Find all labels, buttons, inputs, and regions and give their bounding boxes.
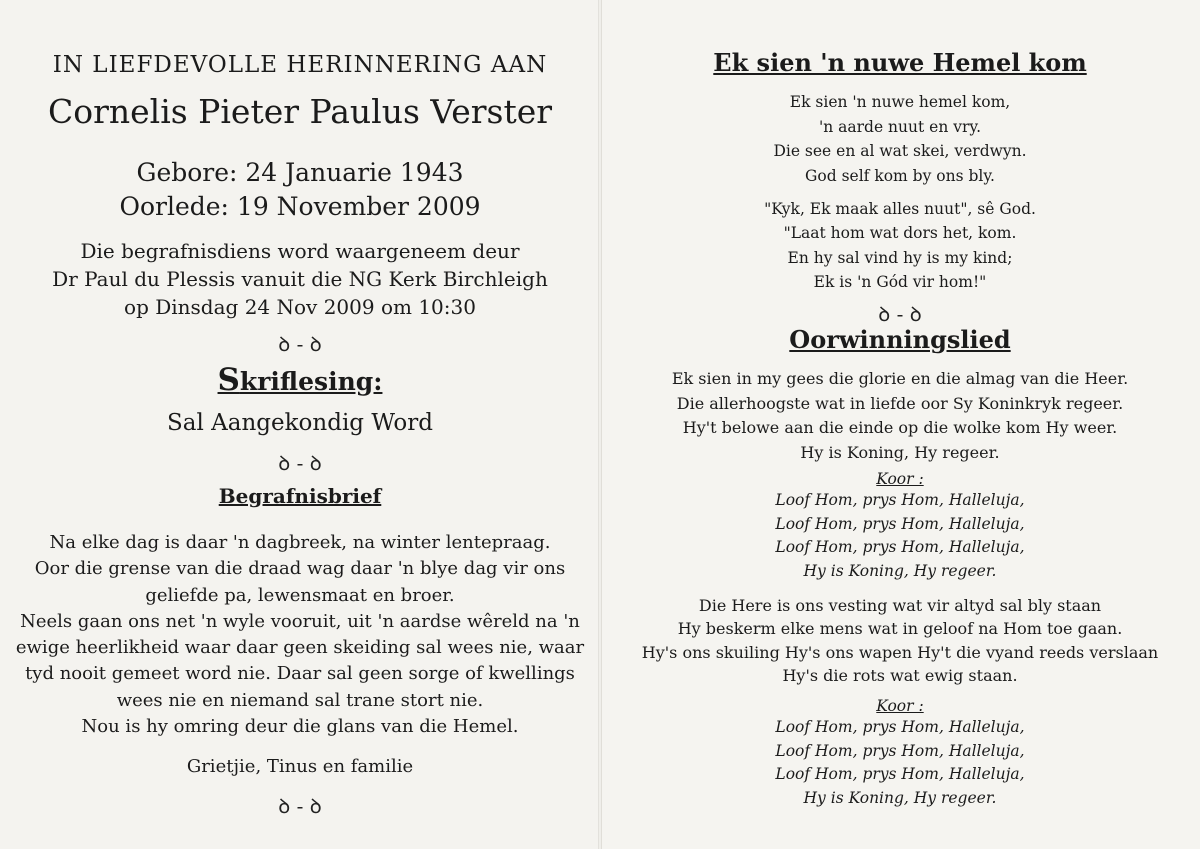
chorus-line: Hy is Koning, Hy regeer.: [803, 561, 997, 580]
lyric-line: En hy sal vind hy is my kind;: [787, 248, 1013, 267]
chorus-label: Koor :: [876, 697, 924, 715]
letter-line: Oor die grense van die draad wag daar 'n blye dag vir ons: [34, 558, 566, 580]
lyric-line: Ek sien 'n nuwe hemel kom,: [789, 93, 1011, 111]
song2-title: Oorwinningslied: [789, 325, 1011, 354]
deceased-name: Cornelis Pieter Paulus Verster: [47, 92, 553, 131]
ornament-divider: ꝺ - ꝺ: [278, 794, 322, 818]
chorus: [600, 716, 1200, 810]
song1-verse2: [600, 197, 1200, 294]
funeral-letter-body: [0, 530, 600, 740]
ornament-divider: ꝺ - ꝺ: [278, 451, 322, 475]
chorus: [600, 489, 1200, 583]
chorus-line: Loof Hom, prys Hom, Halleluja,: [775, 491, 1025, 509]
lyric-line: Hy't belowe aan die einde op die wolke kom Hy weer.: [682, 418, 1118, 437]
lyric-line: 'n aarde nuut en vry.: [818, 117, 982, 136]
chorus-label: Koor :: [876, 470, 924, 488]
service-line: op Dinsdag 24 Nov 2009 om 10:30: [124, 295, 476, 319]
service-details: [0, 237, 600, 321]
heading-rest: kriflesing:: [239, 367, 383, 396]
lyric-line: Ek sien in my gees die glorie en die almag van die Heer.: [671, 369, 1129, 388]
lyric-line: Hy's ons skuiling Hy's ons wapen Hy't die vyand reeds verslaan: [641, 642, 1159, 662]
letter-line: wees nie en niemand sal trane stort nie.: [116, 689, 484, 711]
death-date: Oorlede: 19 November 2009: [119, 192, 481, 221]
ornament-divider: ꝺ - ꝺ: [278, 332, 322, 356]
letter-line: Nou is hy omring deur die glans van die Hemel.: [81, 716, 519, 738]
chorus-line: Loof Hom, prys Hom, Halleluja,: [775, 741, 1025, 760]
funeral-letter-heading: Begrafnisbrief: [218, 484, 382, 508]
lyric-line: "Kyk, Ek maak alles nuut", sê God.: [764, 200, 1036, 218]
ornament-divider: ꝺ - ꝺ: [878, 302, 922, 326]
chorus-line: Loof Hom, prys Hom, Halleluja,: [775, 514, 1025, 533]
letter-line: Neels gaan ons net 'n wyle vooruit, uit 'n aardse wêreld na 'n: [20, 610, 580, 632]
chorus-line: Loof Hom, prys Hom, Halleluja,: [775, 538, 1025, 556]
letter-line: geliefde pa, lewensmaat en broer.: [145, 584, 455, 606]
lyric-line: Hy is Koning, Hy regeer.: [800, 442, 1000, 462]
letter-line: Na elke dag is daar 'n dagbreek, na winter lentepraag.: [49, 532, 551, 553]
lyric-line: Hy's die rots wat ewig staan.: [782, 666, 1018, 686]
lyric-line: "Laat hom wat dors het, kom.: [783, 224, 1017, 243]
chorus-line: Hy is Koning, Hy regeer.: [803, 788, 997, 807]
song2-verse1: [600, 367, 1200, 465]
lyric-line: Die allerhoogste wat in liefde oor Sy Koninkryk regeer.: [676, 393, 1124, 413]
song1-title: Ek sien 'n nuwe Hemel kom: [713, 48, 1087, 77]
lyric-line: God self kom by ons bly.: [805, 167, 995, 186]
letter-line: ewige heerlikheid waar daar geen skeiding sal wees nie, waar: [15, 637, 585, 659]
chorus-line: Loof Hom, prys Hom, Halleluja,: [775, 718, 1025, 736]
lyric-line: Ek is 'n Gód vir hom!": [813, 272, 987, 291]
chorus-line: Loof Hom, prys Hom, Halleluja,: [775, 765, 1025, 783]
scripture-reading-text: Sal Aangekondig Word: [167, 410, 433, 436]
service-line: Dr Paul du Plessis vanuit die NG Kerk Birchleigh: [52, 267, 548, 291]
song1-verse1: [600, 90, 1200, 189]
letter-line: tyd nooit gemeet word nie. Daar sal geen sorge of kwellings: [25, 663, 575, 685]
heading-initial: S: [217, 362, 240, 398]
dedication-heading: IN LIEFDEVOLLE HERINNERING AAN: [52, 52, 548, 78]
lyric-line: Hy beskerm elke mens wat in geloof na Hom toe gaan.: [677, 619, 1123, 639]
lyric-line: Die see en al wat skei, verdwyn.: [773, 142, 1027, 161]
song2-verse2: [600, 594, 1200, 688]
scripture-reading-heading: [0, 362, 600, 398]
service-line: Die begrafnisdiens word waargeneem deur: [80, 239, 520, 263]
signoff: Grietjie, Tinus en familie: [186, 756, 414, 777]
birth-date: Gebore: 24 Januarie 1943: [136, 158, 464, 187]
lyric-line: Die Here is ons vesting wat vir altyd sal bly staan: [698, 596, 1102, 615]
